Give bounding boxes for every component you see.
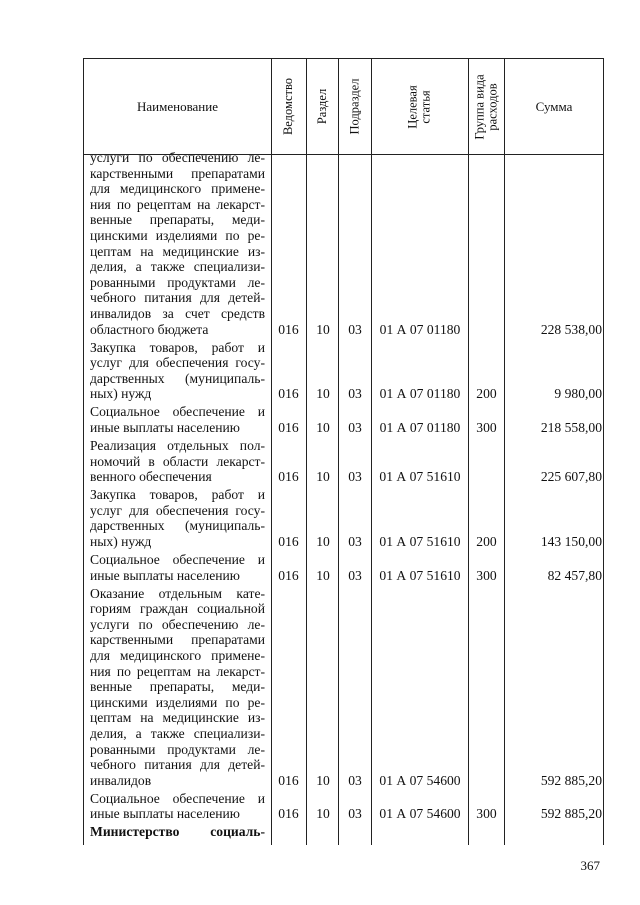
row-description: [90, 404, 265, 435]
row-description: [90, 340, 265, 402]
row-description-line: рованными продуктами ле-: [90, 274, 265, 290]
row-description-line: Оказание отдельным кате-: [90, 585, 265, 601]
header-name: [84, 58, 271, 155]
row-description: [90, 150, 265, 337]
row-description-line: чебного питания для детей-: [90, 290, 265, 306]
podrazdel-cell: 03: [348, 469, 362, 485]
row-description-line: ных) нужд: [90, 533, 152, 549]
vedomstvo-cell: 016: [278, 567, 299, 583]
row-description-line: Закупка товаров, работ и: [90, 487, 265, 503]
row-description-line: рованными продуктами ле-: [90, 741, 265, 757]
row-description-line: Социальное обеспечение и: [90, 404, 265, 420]
header-summa-label: Сумма: [535, 98, 573, 114]
header-vedomstvo-label: Ведомство: [281, 77, 296, 136]
row-description: [90, 552, 265, 583]
vedomstvo-cell: 016: [278, 806, 299, 822]
row-description-line: карственными препаратами: [90, 632, 265, 648]
vedomstvo-cell: 016: [278, 533, 299, 549]
header-celevaya-line1: Целевая: [406, 84, 420, 129]
podrazdel-cell: 03: [348, 772, 362, 788]
razdel-cell: 10: [316, 419, 330, 435]
header-razdel: [307, 58, 338, 155]
row-description: [90, 438, 265, 485]
row-description-line: ния по рецептам на лекарст-: [90, 663, 265, 679]
summa-cell: 143 150,00: [540, 533, 602, 549]
row-description-line: цинскими изделиями по ре-: [90, 694, 265, 710]
row-description-line: услуги по обеспечению ле-: [90, 616, 265, 632]
razdel-cell: 10: [316, 772, 330, 788]
razdel-cell: 10: [316, 806, 330, 822]
row-description-line: Социальное обеспечение и: [90, 552, 265, 567]
gruppa-cell: 200: [476, 386, 497, 402]
row-description-line: ния по рецептам на лекарст-: [90, 196, 265, 212]
summa-cell: 592 885,20: [540, 772, 602, 788]
row-description-line: венного обеспечения: [90, 469, 212, 485]
podrazdel-cell: 03: [348, 386, 362, 402]
page-number: 367: [580, 858, 600, 873]
row-description-line: иные выплаты населению: [90, 567, 240, 583]
header-celevaya: [372, 58, 468, 155]
header-gruppa: [469, 58, 504, 155]
row-description-line: чебного питания для детей-: [90, 757, 265, 773]
row-description-line: инвалидов: [90, 772, 152, 788]
podrazdel-cell: 03: [348, 419, 362, 435]
header-summa: [505, 58, 603, 155]
celevaya-cell: 01 А 07 51610: [379, 567, 461, 583]
row-description-line: областного бюджета: [90, 321, 209, 337]
celevaya-cell: 01 А 07 51610: [379, 469, 461, 485]
row-description-line: услуги по обеспечению ле-: [90, 150, 265, 165]
body-divider: [83, 155, 84, 845]
summa-cell: 592 885,20: [540, 806, 602, 822]
row-description-line: делия, а также специализи-: [90, 259, 265, 275]
gruppa-cell: 200: [476, 533, 497, 549]
row-description-line: ных) нужд: [90, 386, 152, 402]
header-gruppa-line1: Группа вида: [472, 73, 487, 140]
gruppa-cell: 300: [476, 567, 497, 583]
row-description-line: иные выплаты населению: [90, 419, 240, 435]
row-description-line: карственными препаратами: [90, 165, 265, 181]
body-divider: [468, 155, 469, 845]
summa-cell: 82 457,80: [547, 567, 602, 583]
header-name-label: Наименование: [137, 98, 218, 114]
row-description-line: номочий в области лекарст-: [90, 453, 265, 469]
podrazdel-cell: 03: [348, 321, 362, 337]
row-description-line: иные выплаты населению: [90, 806, 240, 822]
header-vedomstvo: [272, 58, 306, 155]
celevaya-cell: 01 А 07 01180: [379, 419, 461, 435]
row-description: [90, 791, 265, 822]
vedomstvo-cell: 016: [278, 772, 299, 788]
razdel-cell: 10: [316, 321, 330, 337]
summa-cell: 218 558,00: [540, 419, 602, 435]
row-description-line: делия, а также специализи-: [90, 725, 265, 741]
header-gruppa-line2: расходов: [485, 82, 500, 131]
body-divider: [371, 155, 372, 845]
razdel-cell: 10: [316, 386, 330, 402]
row-description-line: Закупка товаров, работ и: [90, 339, 265, 355]
header-gruppa-label: [474, 74, 500, 139]
body-divider: [338, 155, 339, 845]
gruppa-cell: 300: [476, 806, 497, 822]
row-description-line: венные препараты, меди-: [90, 679, 265, 695]
celevaya-cell: 01 А 07 01180: [379, 321, 461, 337]
vedomstvo-cell: 016: [278, 386, 299, 402]
vedomstvo-cell: 016: [278, 469, 299, 485]
header-podrazdel: [339, 58, 371, 155]
row-description-line: для медицинского примене-: [90, 647, 265, 663]
razdel-cell: 10: [316, 533, 330, 549]
summa-cell: 9 980,00: [554, 386, 602, 402]
row-description-line: Социальное обеспечение и: [90, 790, 265, 806]
row-description-line: цептам на медицинские из-: [90, 710, 265, 726]
razdel-cell: 10: [316, 567, 330, 583]
razdel-cell: 10: [316, 469, 330, 485]
row-description-line: гориям граждан социальной: [90, 601, 265, 617]
body-divider: [603, 155, 604, 845]
vedomstvo-cell: 016: [278, 321, 299, 337]
celevaya-cell: 01 А 07 54600: [379, 772, 461, 788]
podrazdel-cell: 03: [348, 567, 362, 583]
summa-cell: 228 538,00: [540, 321, 602, 337]
header-razdel-label: Раздел: [315, 88, 330, 125]
header-podrazdel-label: Подраздел: [347, 78, 362, 135]
row-description-line: дарственных (муниципаль-: [90, 518, 265, 534]
header-celevaya-line2: статья: [419, 89, 433, 124]
celevaya-cell: 01 А 07 01180: [379, 386, 461, 402]
celevaya-cell: 01 А 07 51610: [379, 533, 461, 549]
row-description-line: для медицинского примене-: [90, 181, 265, 197]
row-description: [90, 824, 265, 840]
row-description-line: услуг для обеспечения госу-: [90, 502, 265, 518]
podrazdel-cell: 03: [348, 806, 362, 822]
row-description: [90, 586, 265, 789]
row-description-line: Министерство социаль-: [90, 824, 265, 840]
body-divider: [271, 155, 272, 845]
row-description-line: дарственных (муниципаль-: [90, 370, 265, 386]
body-divider: [306, 155, 307, 845]
podrazdel-cell: 03: [348, 533, 362, 549]
row-description-line: венные препараты, меди-: [90, 212, 265, 228]
row-description-line: цинскими изделиями по ре-: [90, 227, 265, 243]
row-description-line: услуг для обеспечения госу-: [90, 355, 265, 371]
header-celevaya-label: [407, 85, 433, 128]
summa-cell: 225 607,80: [540, 469, 602, 485]
row-description-line: цептам на медицинские из-: [90, 243, 265, 259]
celevaya-cell: 01 А 07 54600: [379, 806, 461, 822]
row-description-line: Реализация отдельных пол-: [90, 438, 265, 453]
gruppa-cell: 300: [476, 419, 497, 435]
row-description-line: инвалидов за счет средств: [90, 305, 265, 321]
row-description: [90, 487, 265, 549]
body-divider: [504, 155, 505, 845]
vedomstvo-cell: 016: [278, 419, 299, 435]
